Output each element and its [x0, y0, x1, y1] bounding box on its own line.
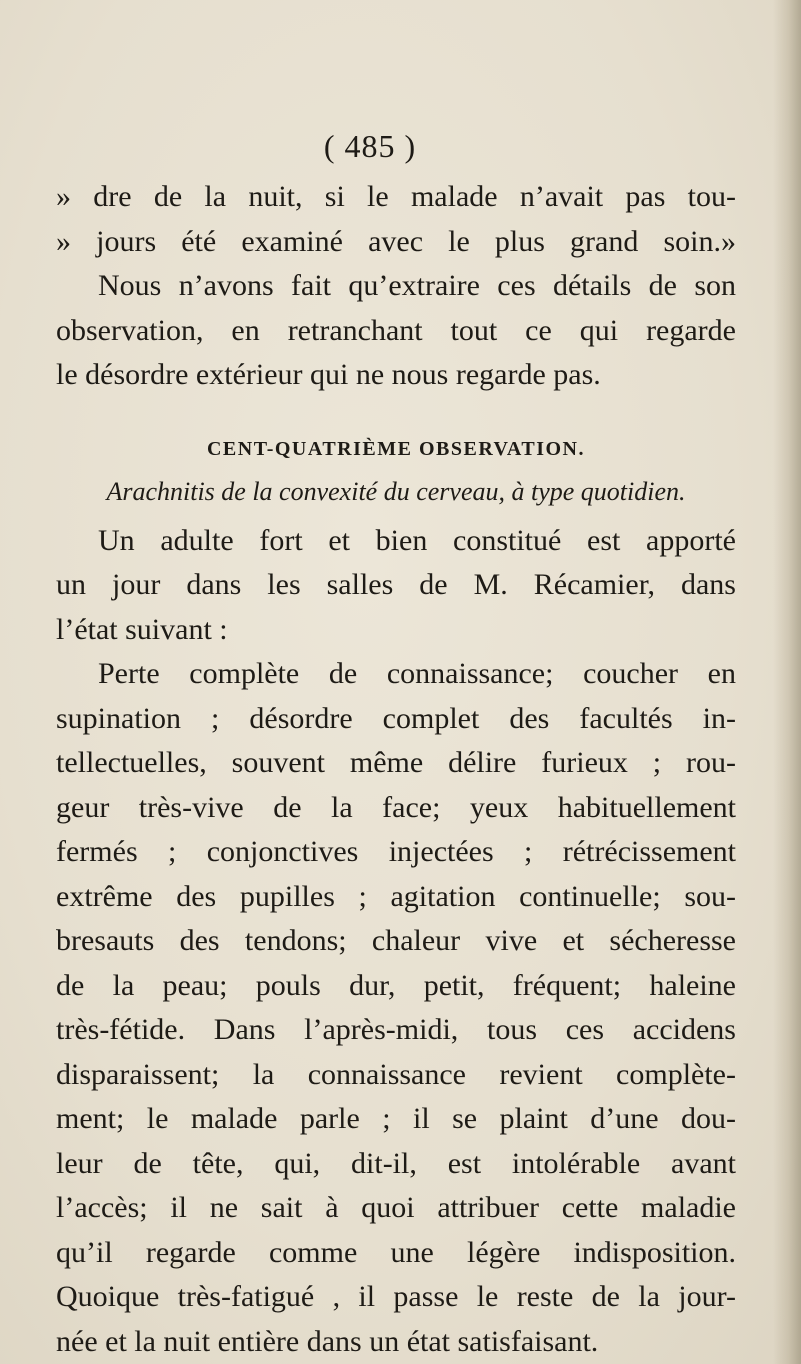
- page-edge-shadow: [773, 0, 801, 1364]
- text-line: l’accès; il ne sait à quoi attribuer cette maladie: [56, 1191, 736, 1224]
- text-line: geur très-vive de la face; yeux habituellement: [56, 790, 736, 824]
- text-line: Quoique très-fatigué , il passe le reste de la jour-: [56, 1280, 736, 1313]
- text-line: un jour dans les salles de M. Récamier, dans: [56, 568, 736, 601]
- text-block: [56, 175, 736, 1364]
- text-line: ment; le malade parle ; il se plaint d’une dou-: [56, 1102, 736, 1135]
- page-number: ( 485 ): [323, 128, 417, 164]
- text-line: qu’il regarde comme une légère indisposition.: [56, 1235, 736, 1269]
- observation-subheading: Arachnitis de la convexité du cerveau, à type quotidien.: [106, 476, 686, 506]
- text-line: » dre de la nuit, si le malade n’avait pas tou-: [56, 180, 736, 213]
- text-line: leur de tête, qui, dit-il, est intolérable avant: [56, 1146, 736, 1180]
- text-line: le désordre extérieur qui ne nous regarde pas.: [56, 358, 601, 391]
- observation-heading: CENT-QUATRIÈME OBSERVATION.: [206, 437, 586, 460]
- text-line: fermés ; conjonctives injectées ; rétrécissement: [56, 835, 736, 868]
- text-line: extrême des pupilles ; agitation continuelle; sou-: [56, 879, 736, 913]
- text-line: » jours été examiné avec le plus grand soin.»: [56, 224, 736, 258]
- text-line: Un adulte fort et bien constitué est apporté: [98, 523, 736, 557]
- text-line: née et la nuit entière dans un état satisfaisant.: [56, 1324, 599, 1358]
- text-line: bresauts des tendons; chaleur vive et sécheresse: [56, 924, 736, 957]
- text-line: observation, en retranchant tout ce qui regarde: [56, 313, 736, 347]
- text-line: de la peau; pouls dur, petit, fréquent; haleine: [56, 968, 736, 1002]
- text-line: l’état suivant :: [56, 612, 228, 646]
- text-line: très-fétide. Dans l’après-midi, tous ces accidens: [56, 1013, 736, 1046]
- text-line: tellectuelles, souvent même délire furieux ; rou-: [56, 746, 736, 779]
- text-line: Perte complète de connaissance; coucher en: [98, 657, 736, 690]
- text-line: supination ; désordre complet des facultés in-: [56, 701, 736, 735]
- text-line: Nous n’avons fait qu’extraire ces détails de son: [98, 269, 736, 302]
- text-line: disparaissent; la connaissance revient complète-: [56, 1057, 736, 1091]
